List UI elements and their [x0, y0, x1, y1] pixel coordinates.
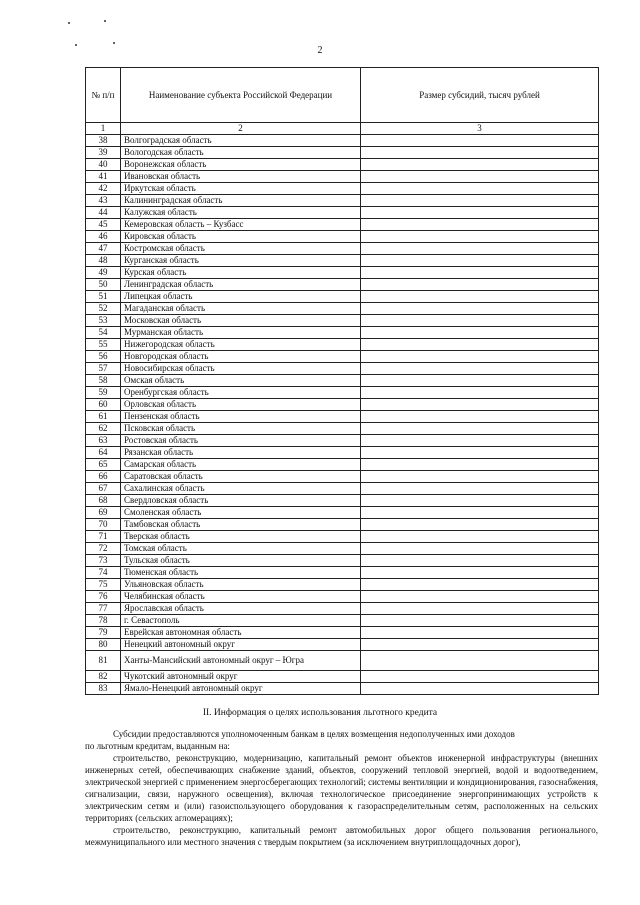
- paragraph: Субсидии предоставляются уполномоченным банкам в целях возмещения недополученных ими доходов: [113, 729, 515, 739]
- scan-speck: [68, 22, 70, 24]
- column-index: 1: [86, 123, 121, 135]
- subsidy-amount: [361, 351, 599, 363]
- scan-speck: [104, 20, 106, 22]
- row-number: 59: [86, 387, 121, 399]
- subsidy-amount: [361, 615, 599, 627]
- table-row: [86, 603, 599, 615]
- header-region: Наименование субъекта Российской Федерации: [121, 68, 361, 123]
- region-name: Новгородская область: [121, 351, 361, 363]
- region-name: Челябинская область: [121, 591, 361, 603]
- region-name: Ростовская область: [121, 435, 361, 447]
- row-number: 50: [86, 279, 121, 291]
- row-number: 43: [86, 195, 121, 207]
- row-number: 82: [86, 671, 121, 683]
- table-row: [86, 615, 599, 627]
- region-name: г. Севастополь: [121, 615, 361, 627]
- region-name: Ямало-Ненецкий автономный округ: [121, 683, 361, 695]
- table-row: [86, 435, 599, 447]
- table-row: [86, 327, 599, 339]
- region-name: Рязанская область: [121, 447, 361, 459]
- region-name: Орловская область: [121, 399, 361, 411]
- subsidy-amount: [361, 531, 599, 543]
- row-number: 45: [86, 219, 121, 231]
- table-row: [86, 315, 599, 327]
- row-number: 74: [86, 567, 121, 579]
- paragraph: строительство, реконструкцию, капитальный ремонт автомобильных дорог общего пользования регионального, межмуниципального или местного значения с твердым покрытием (за исключением внутриплощадочных дорог),: [85, 825, 598, 847]
- subsidy-amount: [361, 579, 599, 591]
- row-number: 56: [86, 351, 121, 363]
- table-row: [86, 507, 599, 519]
- subsidy-amount: [361, 627, 599, 639]
- column-index: 2: [121, 123, 361, 135]
- subsidy-amount: [361, 423, 599, 435]
- table-row: [86, 567, 599, 579]
- subsidy-amount: [361, 279, 599, 291]
- row-number: 61: [86, 411, 121, 423]
- subsidy-amount: [361, 135, 599, 147]
- subsidy-amount: [361, 555, 599, 567]
- row-number: 68: [86, 495, 121, 507]
- subsidy-amount: [361, 207, 599, 219]
- subsidy-amount: [361, 459, 599, 471]
- region-name: Нижегородская область: [121, 339, 361, 351]
- row-number: 71: [86, 531, 121, 543]
- region-name: Смоленская область: [121, 507, 361, 519]
- region-name: Мурманская область: [121, 327, 361, 339]
- row-number: 44: [86, 207, 121, 219]
- region-name: Вологодская область: [121, 147, 361, 159]
- subsidy-amount: [361, 303, 599, 315]
- row-number: 52: [86, 303, 121, 315]
- table-row: [86, 147, 599, 159]
- table-row: [86, 219, 599, 231]
- row-number: 63: [86, 435, 121, 447]
- region-name: Ленинградская область: [121, 279, 361, 291]
- subsidy-amount: [361, 363, 599, 375]
- row-number: 64: [86, 447, 121, 459]
- subsidy-amount: [361, 447, 599, 459]
- row-number: 46: [86, 231, 121, 243]
- region-name: Волгоградская область: [121, 135, 361, 147]
- subsidy-amount: [361, 507, 599, 519]
- subsidy-amount: [361, 483, 599, 495]
- region-name: Еврейская автономная область: [121, 627, 361, 639]
- region-name: Псковская область: [121, 423, 361, 435]
- region-name: Новосибирская область: [121, 363, 361, 375]
- column-index: 3: [361, 123, 599, 135]
- row-number: 53: [86, 315, 121, 327]
- table-row: [86, 627, 599, 639]
- subsidy-amount: [361, 591, 599, 603]
- row-number: 79: [86, 627, 121, 639]
- table-row: [86, 651, 599, 671]
- region-name: Самарская область: [121, 459, 361, 471]
- region-name: Ханты-Мансийский автономный округ – Югра: [121, 651, 361, 671]
- region-name: Иркутская область: [121, 183, 361, 195]
- table-row: [86, 423, 599, 435]
- region-name: Ульяновская область: [121, 579, 361, 591]
- row-number: 75: [86, 579, 121, 591]
- region-name: Томская область: [121, 543, 361, 555]
- row-number: 41: [86, 171, 121, 183]
- subsidy-amount: [361, 231, 599, 243]
- region-name: Тульская область: [121, 555, 361, 567]
- row-number: 60: [86, 399, 121, 411]
- scan-speck: [113, 42, 115, 44]
- subsidy-amount: [361, 567, 599, 579]
- page-number: 2: [317, 45, 323, 56]
- region-name: Липецкая область: [121, 291, 361, 303]
- table-row: [86, 303, 599, 315]
- region-name: Сахалинская область: [121, 483, 361, 495]
- table-row: [86, 531, 599, 543]
- section-title: II. Информация о целях использования льготного кредита: [202, 708, 438, 718]
- subsidy-amount: [361, 495, 599, 507]
- row-number: 58: [86, 375, 121, 387]
- paragraph: по льготным кредитам, выданным на:: [85, 741, 230, 751]
- table-row: [86, 255, 599, 267]
- table-row: [86, 267, 599, 279]
- table-row: [86, 483, 599, 495]
- subsidy-amount: [361, 243, 599, 255]
- row-number: 42: [86, 183, 121, 195]
- table-row: [86, 195, 599, 207]
- header-number: № п/п: [86, 68, 121, 123]
- table-row: [86, 387, 599, 399]
- table-row: [86, 639, 599, 651]
- subsidy-amount: [361, 543, 599, 555]
- region-name: Ярославская область: [121, 603, 361, 615]
- table-header-row: [86, 68, 599, 123]
- table-row: [86, 579, 599, 591]
- region-name: Чукотский автономный округ: [121, 671, 361, 683]
- row-number: 77: [86, 603, 121, 615]
- subsidy-amount: [361, 255, 599, 267]
- subsidy-amount: [361, 603, 599, 615]
- subsidy-amount: [361, 339, 599, 351]
- table-row: [86, 555, 599, 567]
- table-row: [86, 231, 599, 243]
- region-name: Омская область: [121, 375, 361, 387]
- row-number: 69: [86, 507, 121, 519]
- row-number: 78: [86, 615, 121, 627]
- row-number: 54: [86, 327, 121, 339]
- table-row: [86, 243, 599, 255]
- region-name: Оренбургская область: [121, 387, 361, 399]
- subsidy-amount: [361, 399, 599, 411]
- table-row: [86, 375, 599, 387]
- region-name: Кировская область: [121, 231, 361, 243]
- row-number: 38: [86, 135, 121, 147]
- row-number: 48: [86, 255, 121, 267]
- subsidy-table: [85, 67, 599, 695]
- region-name: Курская область: [121, 267, 361, 279]
- subsidy-amount: [361, 375, 599, 387]
- row-number: 83: [86, 683, 121, 695]
- subsidy-amount: [361, 327, 599, 339]
- table-row: [86, 159, 599, 171]
- table-row: [86, 399, 599, 411]
- table-row: [86, 171, 599, 183]
- row-number: 47: [86, 243, 121, 255]
- table-row: [86, 279, 599, 291]
- table-row: [86, 495, 599, 507]
- table-row: [86, 543, 599, 555]
- region-name: Кемеровская область – Кузбасс: [121, 219, 361, 231]
- row-number: 49: [86, 267, 121, 279]
- subsidy-amount: [361, 519, 599, 531]
- row-number: 70: [86, 519, 121, 531]
- region-name: Тюменская область: [121, 567, 361, 579]
- row-number: 40: [86, 159, 121, 171]
- row-number: 65: [86, 459, 121, 471]
- region-name: Магаданская область: [121, 303, 361, 315]
- paragraph: строительство, реконструкцию, модернизацию, капитальный ремонт объектов инженерной инфраструктуры (внешних инженерных сетей, обеспечивающих снабжение зданий, объектов, сооружений тепловой энергией, водой и водоотведением, электрической энергией с применением энергосберегающих технологий; системы вентиляции и кондиционирования, газоснабжения, сигнализации, связи, наружного освещения), включая технологическое присоединение энергопринимающих устройств к электрическим сетям и (или) газоиспользующего оборудования к газораспределительным сетям, расположенных на сельских территориях (сельских агломерациях);: [85, 753, 598, 823]
- region-name: Костромская область: [121, 243, 361, 255]
- row-number: 81: [86, 651, 121, 671]
- body-text: [85, 728, 598, 848]
- subsidy-amount: [361, 683, 599, 695]
- subsidy-amount: [361, 471, 599, 483]
- region-name: Саратовская область: [121, 471, 361, 483]
- table-row: [86, 447, 599, 459]
- region-name: Воронежская область: [121, 159, 361, 171]
- table-row: [86, 591, 599, 603]
- region-name: Пензенская область: [121, 411, 361, 423]
- region-name: Свердловская область: [121, 495, 361, 507]
- region-name: Ненецкий автономный округ: [121, 639, 361, 651]
- subsidy-amount: [361, 435, 599, 447]
- region-name: Московская область: [121, 315, 361, 327]
- subsidy-amount: [361, 159, 599, 171]
- table-row: [86, 183, 599, 195]
- row-number: 80: [86, 639, 121, 651]
- table-row: [86, 339, 599, 351]
- subsidy-amount: [361, 315, 599, 327]
- table-row: [86, 683, 599, 695]
- subsidy-amount: [361, 147, 599, 159]
- subsidy-amount: [361, 171, 599, 183]
- subsidy-amount: [361, 639, 599, 651]
- subsidy-amount: [361, 651, 599, 671]
- table-row: [86, 363, 599, 375]
- row-number: 73: [86, 555, 121, 567]
- table-row: [86, 519, 599, 531]
- subsidy-amount: [361, 387, 599, 399]
- row-number: 39: [86, 147, 121, 159]
- region-name: Калининградская область: [121, 195, 361, 207]
- row-number: 67: [86, 483, 121, 495]
- table-row: [86, 207, 599, 219]
- row-number: 72: [86, 543, 121, 555]
- region-name: Тверская область: [121, 531, 361, 543]
- subsidy-amount: [361, 183, 599, 195]
- table-row: [86, 135, 599, 147]
- header-amount: Размер субсидий, тысяч рублей: [361, 68, 599, 123]
- region-name: Тамбовская область: [121, 519, 361, 531]
- row-number: 55: [86, 339, 121, 351]
- row-number: 57: [86, 363, 121, 375]
- subsidy-amount: [361, 195, 599, 207]
- table-row: [86, 411, 599, 423]
- subsidy-amount: [361, 219, 599, 231]
- region-name: Ивановская область: [121, 171, 361, 183]
- row-number: 66: [86, 471, 121, 483]
- row-number: 51: [86, 291, 121, 303]
- subsidy-amount: [361, 411, 599, 423]
- region-name: Калужская область: [121, 207, 361, 219]
- row-number: 76: [86, 591, 121, 603]
- table-row: [86, 291, 599, 303]
- table-row: [86, 459, 599, 471]
- subsidy-amount: [361, 671, 599, 683]
- subsidy-amount: [361, 291, 599, 303]
- table-row: [86, 471, 599, 483]
- table-row: [86, 671, 599, 683]
- region-name: Курганская область: [121, 255, 361, 267]
- column-index-row: [86, 123, 599, 135]
- subsidy-amount: [361, 267, 599, 279]
- table-row: [86, 351, 599, 363]
- row-number: 62: [86, 423, 121, 435]
